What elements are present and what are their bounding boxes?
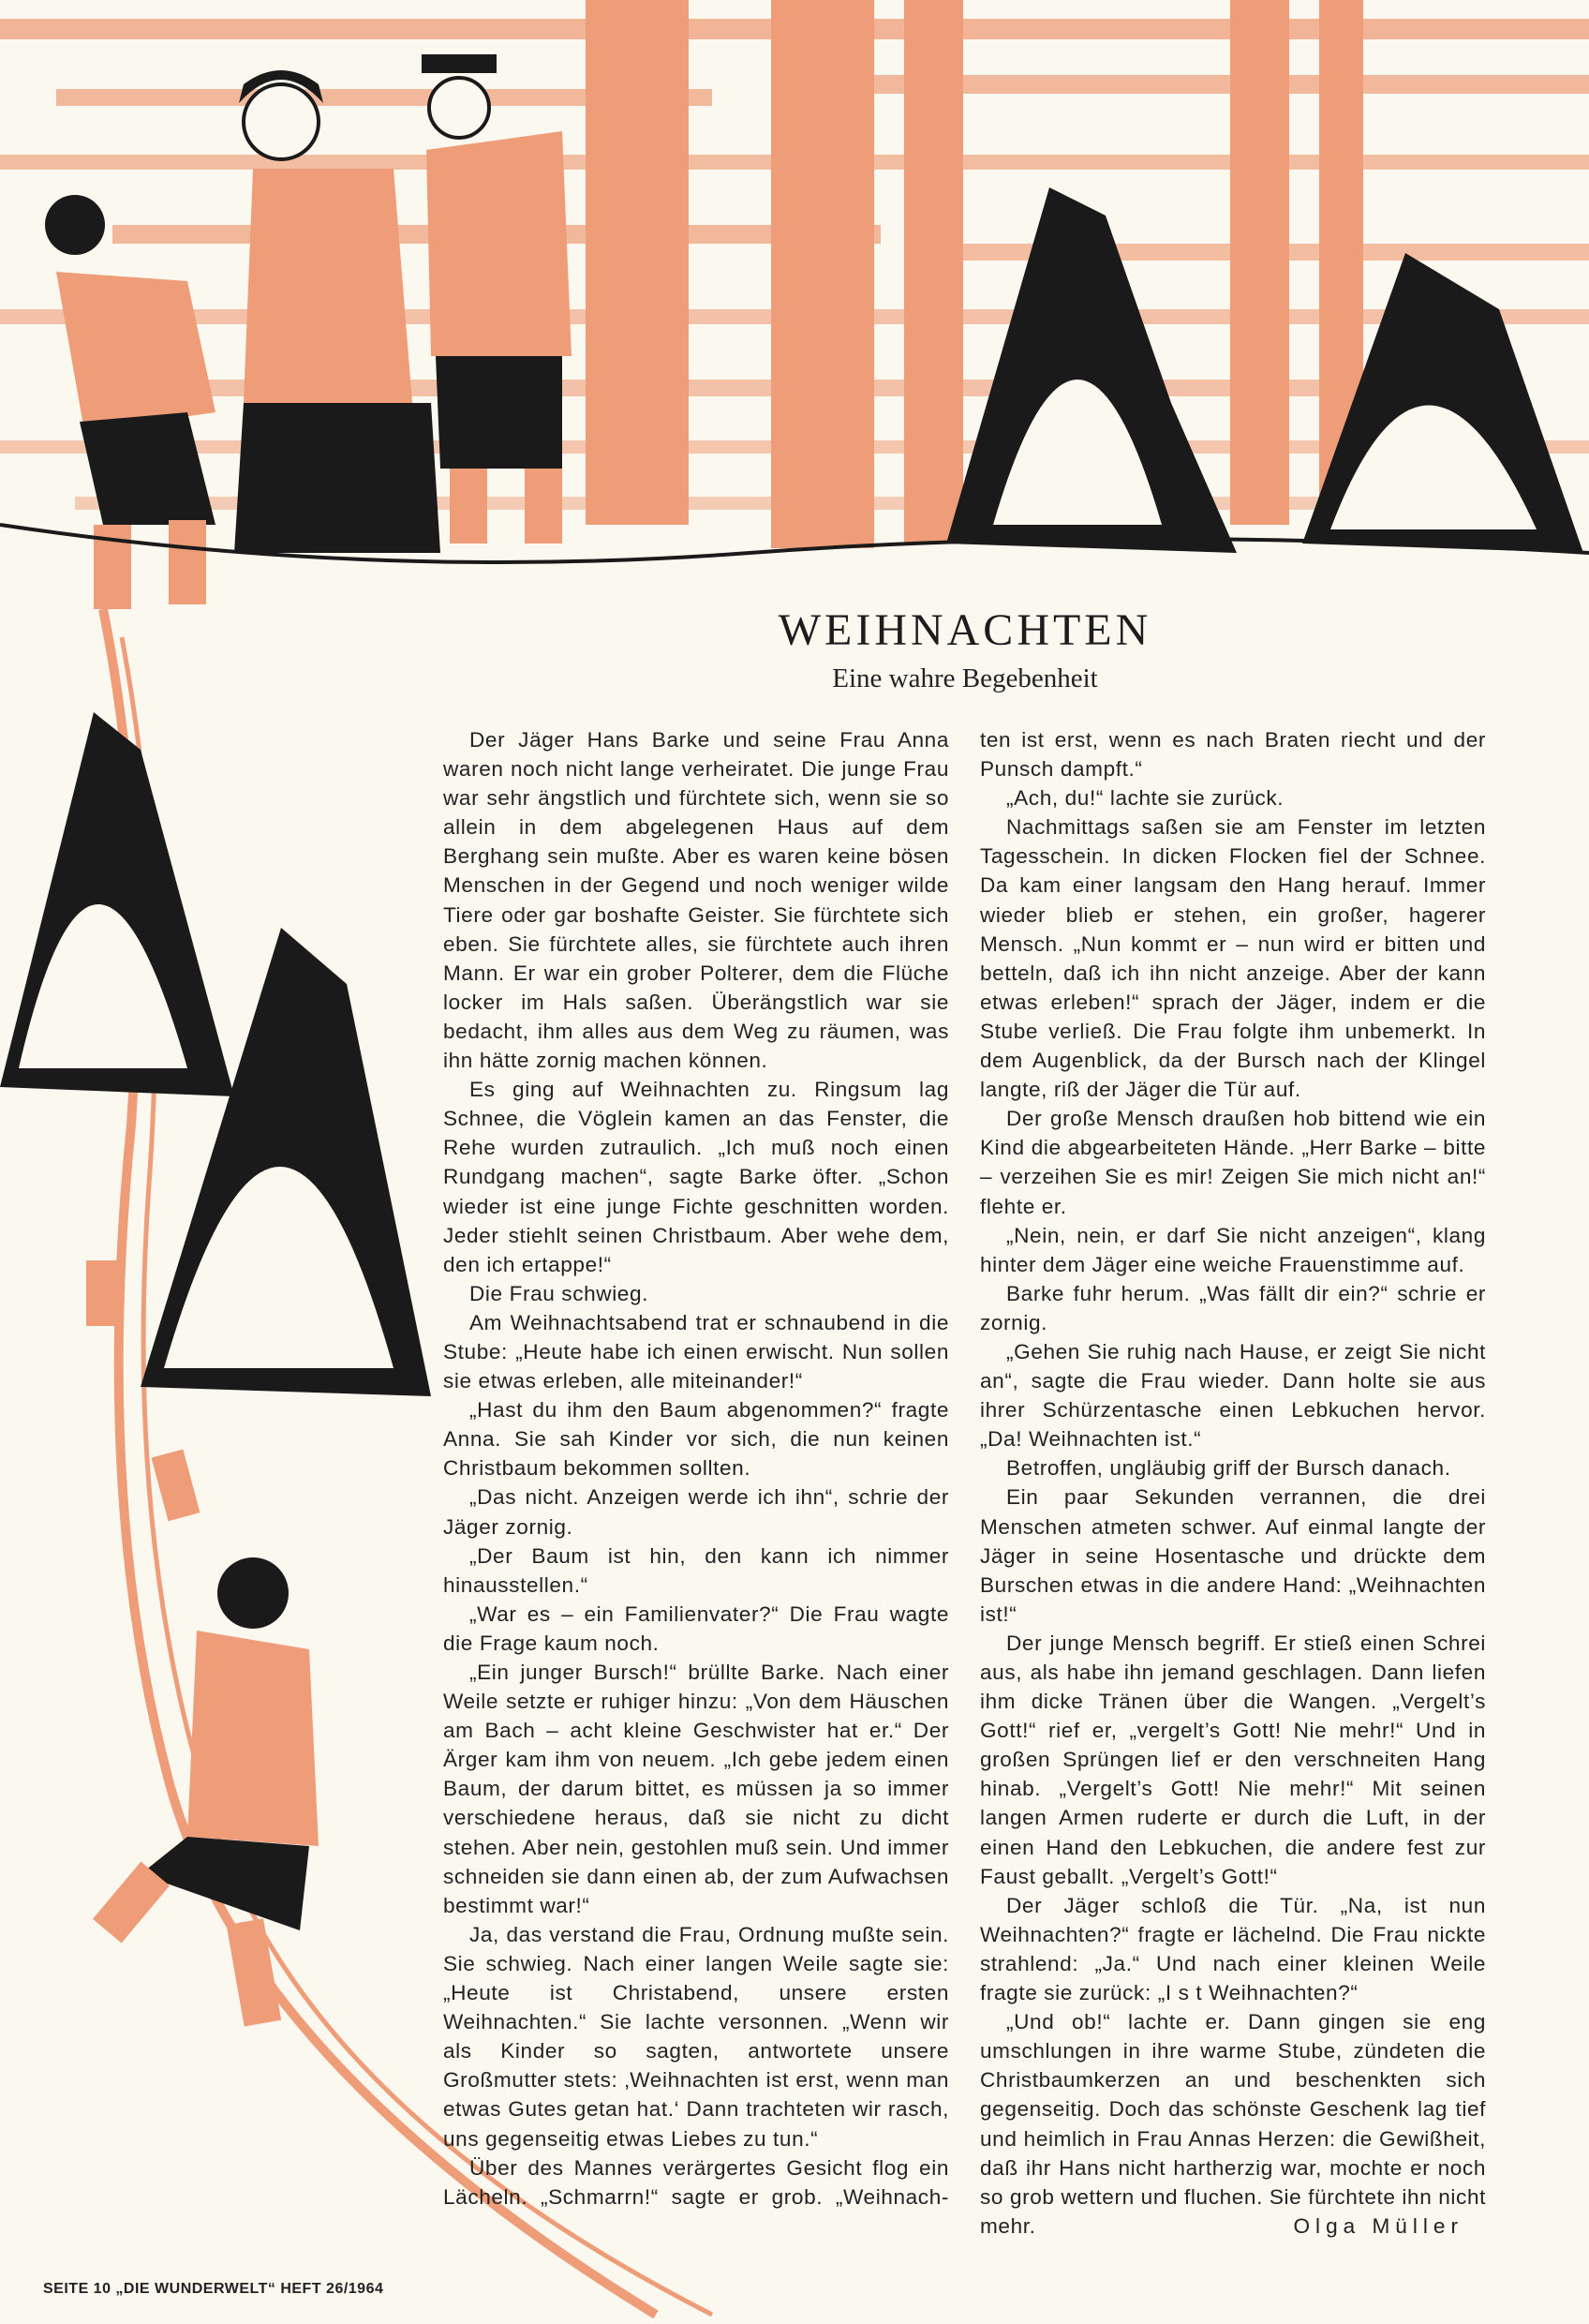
paragraph: Die Frau schwieg. — [469, 1281, 649, 1305]
paragraph: Der junge Mensch begriff. Er stieß einen Schrei aus, als habe ihn jemand geschlagen. Dann liefen ihm dicke Tränen über die Wangen. „Vergelt’s Gott!“ rief er, „vergelt’s Gott! Nie mehr!“ Und in großen Sprüngen lief er den verschneiten Hang hinab. „Vergelt’s Gott! Nie mehr!“ Mit seinen langen Armen ruderte er durch die Luft, in der einen Hand den Lebkuchen, die andere fest zur Faust geballt. „Vergelt’s Gott!“ — [980, 1631, 1486, 1888]
text-column-2 — [980, 725, 1486, 2241]
paragraph: Es ging auf Weihnachten zu. Ringsum lag Schnee, die Vöglein kamen an das Fenster, die Rehe wurden zutraulich. „Ich muß noch einen Rundgang machen“, sagte Barke öfter. „Schon wieder ist eine junge Fichte geschnitten worden. Jeder stiehlt seinen Christbaum. Aber wehe dem, den ich ertappe!“ — [443, 1078, 949, 1276]
paragraph: Am Weihnachtsabend trat er schnaubend in die Stube: „Heute habe ich einen erwischt. Nun sollen sie etwas erleben, alle miteinander!“ — [443, 1310, 949, 1393]
paragraph: ten ist erst, wenn es nach Braten riecht und der Punsch dampft.“ — [980, 728, 1486, 782]
author-name: Olga Müller — [1293, 2213, 1463, 2238]
paragraph: Der Jäger schloß die Tür. „Na, ist nun Weihnachten?“ fragte er lächelnd. Die Frau nickte strahlend: „Ja.“ Und nach einer kleinen Weile fragte sie zurück: „I s t Weihnachten?“ — [980, 1893, 1486, 2005]
text-column-1 — [443, 725, 949, 2212]
paragraph: Der Jäger Hans Barke und seine Frau Anna waren noch nicht lange verheiratet. Die junge Frau war sehr ängstlich und fürchtete sich, wenn sie so allein in dem abgelegenen Haus auf dem Berghang sein mußte. Aber es waren keine bösen Menschen in der Gegend und noch weniger wilde Tiere oder gar boshafte Geister. Sie fürchtete sich eben. Sie fürchtete alles, sie fürchtete auch ihren Mann. Er war ein grober Polterer, dem die Flüche locker im Hals saßen. Überängstlich war sie bedacht, ihm alles aus dem Weg zu räumen, was ihn hätte zornig machen können. — [443, 728, 949, 1073]
paragraph: „Ein junger Bursch!“ brüllte Barke. Nach einer Weile setzte er ruhiger hinzu: „Von dem Häuschen am Bach – acht kleine Geschwister hat er.“ Der Ärger kam ihm von neuem. „Ich gebe jedem einen Baum, der darum bittet, es müssen ja so immer verschiedene heraus, daß sie nicht zu dicht stehen. Aber nein, gestohlen muß sein. Und immer schneiden sie dann einen ab, der zum Aufwachsen bestimmt war!“ — [443, 1661, 949, 1917]
family-figures — [45, 54, 572, 609]
paragraph: „Der Baum ist hin, den kann ich nimmer hinausstellen.“ — [443, 1543, 949, 1597]
paragraph: Ja, das verstand die Frau, Ordnung mußte sein. Sie schwieg. Nach einer langen Weile sagte sie: „Heute ist Christabend, unsere ersten Weihnachten.“ Sie lachte versonnen. „Wenn wir als Kinder so sagten, antwortete unsere Großmutter stets: ‚Weihnachten ist erst, wenn man etwas Gutes getan hat.‘ Dann trachteten wir rasch, uns gegenseitig etwas Liebes zu tun.“ — [443, 1922, 949, 2151]
page-footer: SEITE 10 „DIE WUNDERWELT“ HEFT 26/1964 — [43, 2281, 384, 2297]
article-subtitle: Eine wahre Begebenheit — [832, 663, 1098, 693]
paragraph: Betroffen, ungläubig griff der Bursch danach. — [1006, 1456, 1451, 1481]
paragraph — [980, 2007, 1486, 2241]
paragraph: „Gehen Sie ruhig nach Hause, er zeigt Sie nicht an“, sagte die Frau wieder. Dann holte sie aus ihrer Schürzentasche einen Lebkuchen hervor. „Da! Weihnachten ist.“ — [980, 1339, 1486, 1452]
paragraph: Barke fuhr herum. „Was fällt dir ein?“ schrie er zornig. — [980, 1281, 1486, 1334]
paragraph: „Ach, du!“ lachte sie zurück. — [1006, 786, 1285, 811]
paragraph: „Nein, nein, er darf Sie nicht anzeigen“, klang hinter dem Jäger eine weiche Frauenstimme auf. — [980, 1223, 1486, 1276]
paragraph: „Hast du ihm den Baum abgenommen?“ fragte Anna. Sie sah Kinder vor sich, die nun keinen Christbaum bekommen sollten. — [443, 1398, 949, 1481]
article-title: WEIHNACHTEN — [778, 605, 1152, 655]
paragraph: Der große Mensch draußen hob bittend wie ein Kind die abgearbeiteten Hände. „Herr Barke – bitte – verzeihen Sie es mir! Zeigen Sie mich nicht an!“ flehte er. — [980, 1107, 1486, 1218]
hunter-figure — [422, 54, 572, 544]
tree-stump — [86, 1260, 119, 1326]
final-paragraph-text: „Und ob!“ lachte er. Dann gingen sie eng umschlungen in ihre warme Stube, zündeten die Christbaumkerzen an und beschenkten sich gegenseitig. Doch das schönste Geschenk lag tief und heimlich in Frau Annas Herzen: die Gewißheit, daß ihr Hans nicht hartherzig war, mochte er noch so grob wettern und fluchen. Sie fürchtete ihn nicht mehr. — [980, 2010, 1486, 2238]
paragraph: „War es – ein Familienvater?“ Die Frau wagte die Frage kaum noch. — [443, 1601, 949, 1655]
paragraph: Nachmittags saßen sie am Fenster im letzten Tagesschein. In dicken Flocken fiel der Schnee. Da kam einer langsam den Hang herauf. Immer wieder blieb er stehen, ein großer, hagerer Mensch. „Nun kommt er – nun wird er bitten und betteln, daß ich ihn nicht anzeige. Aber der kann etwas erleben!“ sprach der Jäger, indem er die Stube verließ. Die Frau folgte ihm unbemerkt. In dem Augenblick, da der Bursch nach der Klingel langte, riß der Jäger die Tür auf. — [980, 815, 1486, 1102]
paragraph: „Das nicht. Anzeigen werde ich ihn“, schrie der Jäger zornig. — [443, 1485, 949, 1539]
paragraph: Ein paar Sekunden verrannen, die drei Menschen atmeten schwer. Auf einmal langte der Jäger in seine Hosentasche und drückte dem Burschen etwas in die andere Hand: „Weihnachten ist!“ — [980, 1485, 1486, 1626]
paragraph: Über des Mannes verärgertes Gesicht flog ein Lächeln. „Schmarrn!“ sagte er grob. „Weihnach- — [443, 2155, 949, 2209]
